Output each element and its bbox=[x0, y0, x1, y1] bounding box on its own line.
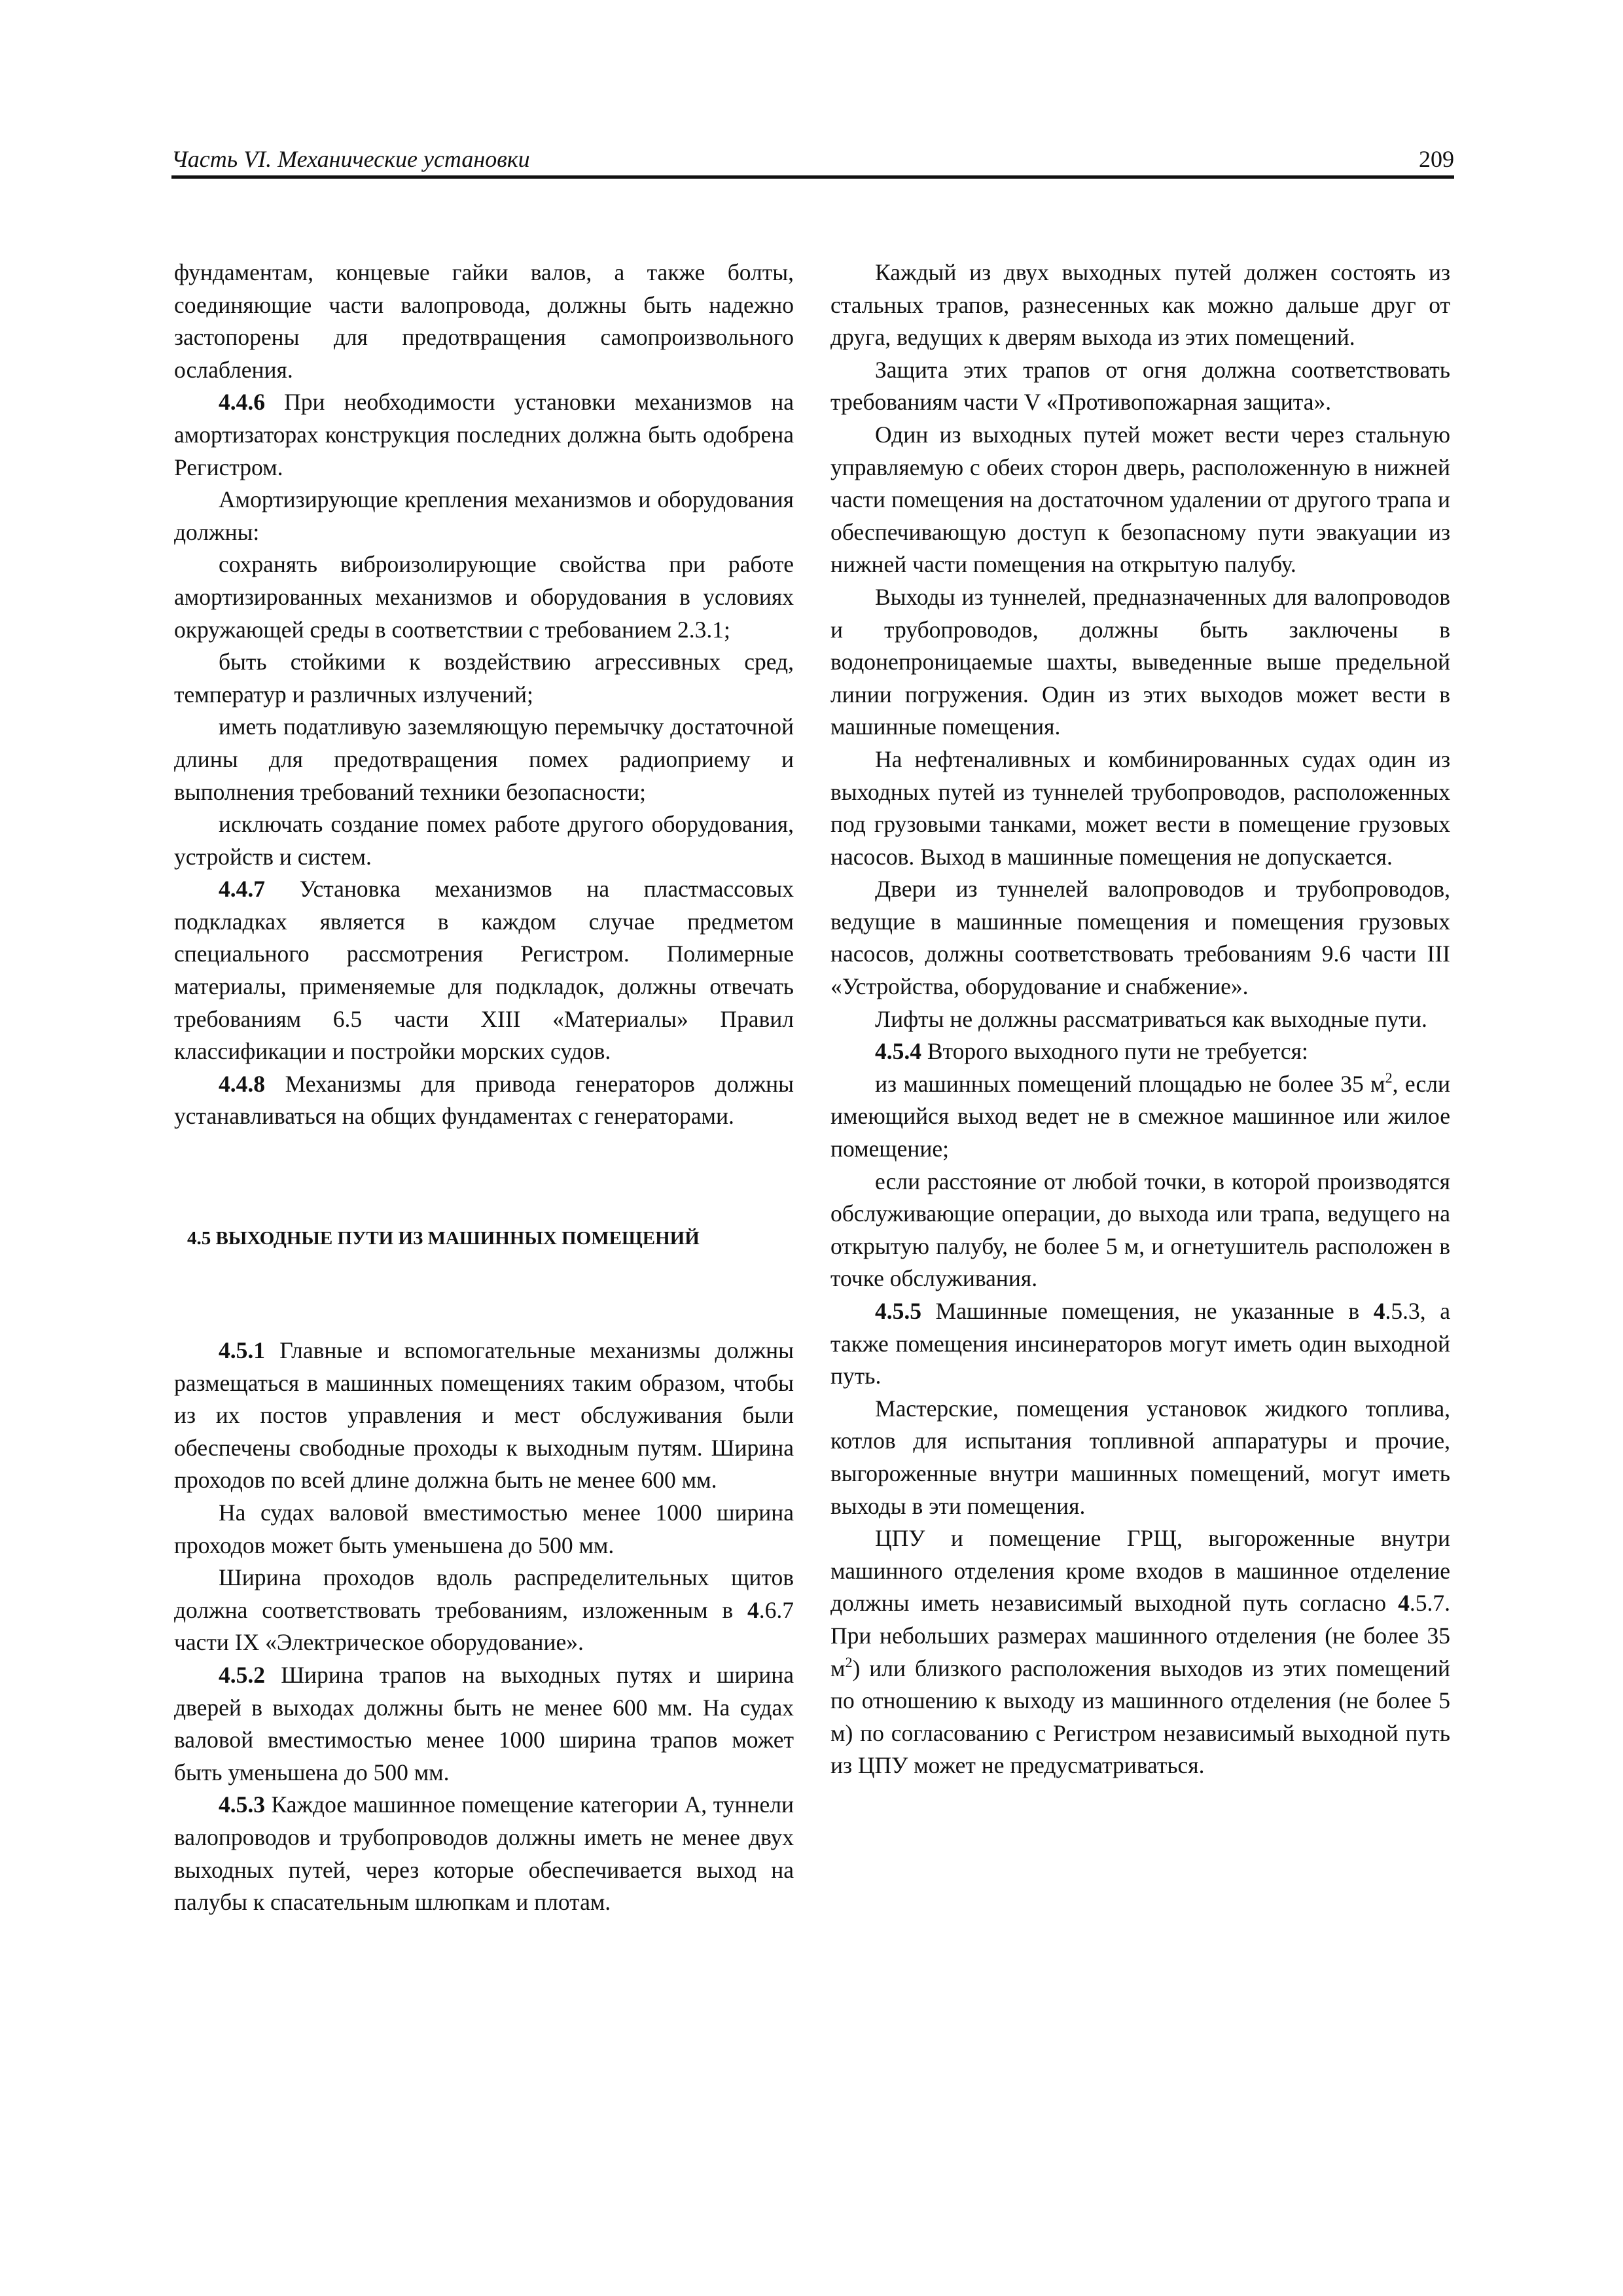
paragraph bbox=[830, 257, 1450, 354]
paragraph-text: ЦПУ и помещение ГРЩ, выгороженные внутри машинного отделения кроме входов в машинное отделение должны иметь независимый выходной путь согласно bbox=[830, 1525, 1450, 1617]
paragraph-text: Ширина трапов на выходных путях и ширина дверей в выходах должны быть не менее 600 мм. На судах валовой вместимостью менее 1000 ширина трапов может быть уменьшена до 500 мм. bbox=[174, 1661, 794, 1785]
paragraph-text: На судах валовой вместимостью менее 1000 ширина проходов может быть уменьшена до 500 мм. bbox=[174, 1499, 794, 1558]
paragraph bbox=[830, 1003, 1450, 1036]
section-heading: 4.5 ВЫХОДНЫЕ ПУТИ ИЗ МАШИННЫХ ПОМЕЩЕНИЙ bbox=[187, 1228, 700, 1249]
clause-4-5-4 bbox=[830, 1035, 1450, 1068]
paragraph bbox=[174, 1562, 794, 1659]
list-item bbox=[174, 711, 794, 808]
clause-4-5-1 bbox=[174, 1335, 794, 1497]
paragraph-text: Ширина проходов вдоль распределительных щитов должна соответствовать требованиям, изложенным в bbox=[174, 1564, 794, 1623]
paragraph-text: Один из выходных путей может вести через стальную управляемую с обеих сторон дверь, расположенную в нижней части помещения на достаточном удалении от другого трапа и обеспечивающую доступ к безопасному пути эвакуации из нижней части помещения на открытую палубу. bbox=[830, 421, 1450, 578]
paragraph bbox=[830, 744, 1450, 873]
clause-4-5-2 bbox=[174, 1659, 794, 1789]
paragraph-text: Установка механизмов на пластмассовых подкладках является в каждом случае предметом специального рассмотрения Регистром. Полимерные материалы, применяемые для подкладок, должны отвечать требованиям 6.5 части XIII «Материалы» Правил классификации и постройки морских судов. bbox=[174, 876, 794, 1065]
paragraph-text: если расстояние от любой точки, в которой производятся обслуживающие операции, до выхода или трапа, ведущего на открытую палубу, не более 5 м, и огнетушитель расположен в точке обслуживания. bbox=[830, 1168, 1450, 1292]
clause-4-5-5 bbox=[830, 1295, 1450, 1393]
reference-number: 4 bbox=[1398, 1590, 1410, 1617]
left-column bbox=[174, 257, 794, 1919]
paragraph-text: иметь податливую заземляющую перемычку достаточной длины для предотвращения помех радиоприему и выполнения требований техники безопасности; bbox=[174, 713, 794, 805]
page-number: 209 bbox=[1419, 146, 1454, 172]
running-title: Часть VI. Механические установки bbox=[171, 146, 530, 172]
paragraph bbox=[830, 1522, 1450, 1782]
paragraph-text: .5.3, а также помещения инсинераторов могут иметь один выходной путь. bbox=[830, 1298, 1450, 1390]
paragraph-text: .5.7. При небольших размерах машинного отделения (не более 35 м bbox=[830, 1590, 1450, 1681]
list-item bbox=[830, 1068, 1450, 1166]
list-item bbox=[174, 548, 794, 646]
paragraph-text: ) или близкого расположения выходов из этих помещений по отношению к выходу из машинного отделения (не более 5 м) по согласованию с Регистром независимый выходной путь из ЦПУ может не предусматриваться. bbox=[830, 1655, 1450, 1779]
reference-number: 4 bbox=[1373, 1298, 1385, 1324]
list-item bbox=[830, 1166, 1450, 1295]
paragraph-text: фундаментам, концевые гайки валов, а также болты, соединяющие части валопровода, должны быть надежно застопорены для предотвращения самопроизвольного ослабления. bbox=[174, 259, 794, 383]
superscript: 2 bbox=[845, 1653, 853, 1670]
paragraph-text: Защита этих трапов от огня должна соответствовать требованиям части V «Противопожарная защита». bbox=[830, 356, 1450, 416]
paragraph-text: При необходимости установки механизмов на амортизаторах конструкция последних должна быть одобрена Регистром. bbox=[174, 389, 794, 480]
clause-number: 4.5.1 bbox=[219, 1337, 265, 1364]
paragraph-text: Двери из туннелей валопроводов и трубопроводов, ведущие в машинные помещения и помещения грузовых насосов, должны соответствовать требованиям 9.6 части III «Устройства, оборудование и снабжение». bbox=[830, 876, 1450, 1000]
clause-number: 4.5.5 bbox=[875, 1298, 921, 1324]
paragraph-text: Каждое машинное помещение категории A, туннели валопроводов и трубопроводов должны иметь не менее двух выходных путей, через которые обеспечивается выход на палубы к спасательным шлюпкам и плотам. bbox=[174, 1791, 794, 1916]
clause-4-4-6 bbox=[174, 386, 794, 484]
list-item bbox=[174, 646, 794, 711]
superscript: 2 bbox=[1385, 1069, 1393, 1086]
list-item bbox=[174, 808, 794, 873]
paragraph-text: быть стойкими к воздействию агрессивных сред, температур и различных излучений; bbox=[174, 649, 794, 708]
paragraph-text: Амортизирующие крепления механизмов и оборудования должны: bbox=[174, 486, 794, 545]
paragraph-text: исключать создание помех работе другого оборудования, устройств и систем. bbox=[174, 811, 794, 870]
paragraph-text: Второго выходного пути не требуется: bbox=[921, 1038, 1308, 1065]
paragraph-text: сохранять виброизолирующие свойства при работе амортизированных механизмов и оборудования в условиях окружающей среды в соответствии с требованием 2.3.1; bbox=[174, 551, 794, 643]
paragraph-text: На нефтеналивных и комбинированных судах один из выходных путей из туннелей трубопроводов, расположенных под грузовыми танками, может вести в помещение грузовых насосов. Выход в машинные помещения не допускается. bbox=[830, 745, 1450, 870]
paragraph-text: Лифты не должны рассматриваться как выходные пути. bbox=[875, 1005, 1427, 1032]
paragraph bbox=[830, 419, 1450, 581]
clause-4-5-3 bbox=[174, 1789, 794, 1918]
paragraph-text: Выходы из туннелей, предназначенных для валопроводов и трубопроводов, должны быть заключены в водонепроницаемые шахты, выведенные выше предельной линии погружения. Один из этих выходов может вести в машинные помещения. bbox=[830, 583, 1450, 740]
right-column bbox=[830, 257, 1450, 1782]
paragraph bbox=[830, 1393, 1450, 1522]
paragraph bbox=[830, 354, 1450, 419]
paragraph-text: .6.7 части IX «Электрическое оборудование». bbox=[174, 1596, 794, 1656]
paragraph bbox=[174, 257, 794, 386]
paragraph bbox=[830, 873, 1450, 1003]
paragraph-text: Каждый из двух выходных путей должен состоять из стальных трапов, разнесенных как можно дальше друг от друга, ведущих к дверям выхода из этих помещений. bbox=[830, 259, 1450, 351]
clause-number: 4.4.6 bbox=[219, 389, 265, 416]
reference-number: 4 bbox=[747, 1596, 759, 1623]
clause-number: 4.4.7 bbox=[219, 876, 265, 903]
paragraph-text: Машинные помещения, не указанные в bbox=[921, 1298, 1374, 1324]
running-header bbox=[171, 143, 1454, 179]
clause-number: 4.5.2 bbox=[219, 1661, 265, 1688]
paragraph-text: Главные и вспомогательные механизмы должны размещаться в машинных помещениях таким образом, чтобы из их постов управления и мест обслуживания были обеспечены свободные проходы к выходным путям. Ширина проходов по всей длине должна быть не менее 600 мм. bbox=[174, 1337, 794, 1494]
paragraph bbox=[830, 581, 1450, 744]
clause-number: 4.5.3 bbox=[219, 1791, 265, 1818]
clause-number: 4.5.4 bbox=[875, 1038, 921, 1065]
paragraph bbox=[174, 484, 794, 548]
clause-4-4-8 bbox=[174, 1068, 794, 1133]
paragraph bbox=[174, 1497, 794, 1562]
clause-4-4-7 bbox=[174, 873, 794, 1068]
paragraph-text: Механизмы для привода генераторов должны устанавливаться на общих фундаментах с генераторами. bbox=[174, 1070, 794, 1130]
paragraph-text: , если имеющийся выход ведет не в смежное машинное или жилое помещение; bbox=[830, 1070, 1450, 1162]
clause-number: 4.4.8 bbox=[219, 1070, 265, 1097]
paragraph-text: Мастерские, помещения установок жидкого топлива, котлов для испытания топливной аппаратуры и прочие, выгороженные внутри машинных помещений, могут иметь выходы в эти помещения. bbox=[830, 1395, 1450, 1519]
paragraph-text: из машинных помещений площадью не более 35 м bbox=[875, 1070, 1385, 1097]
